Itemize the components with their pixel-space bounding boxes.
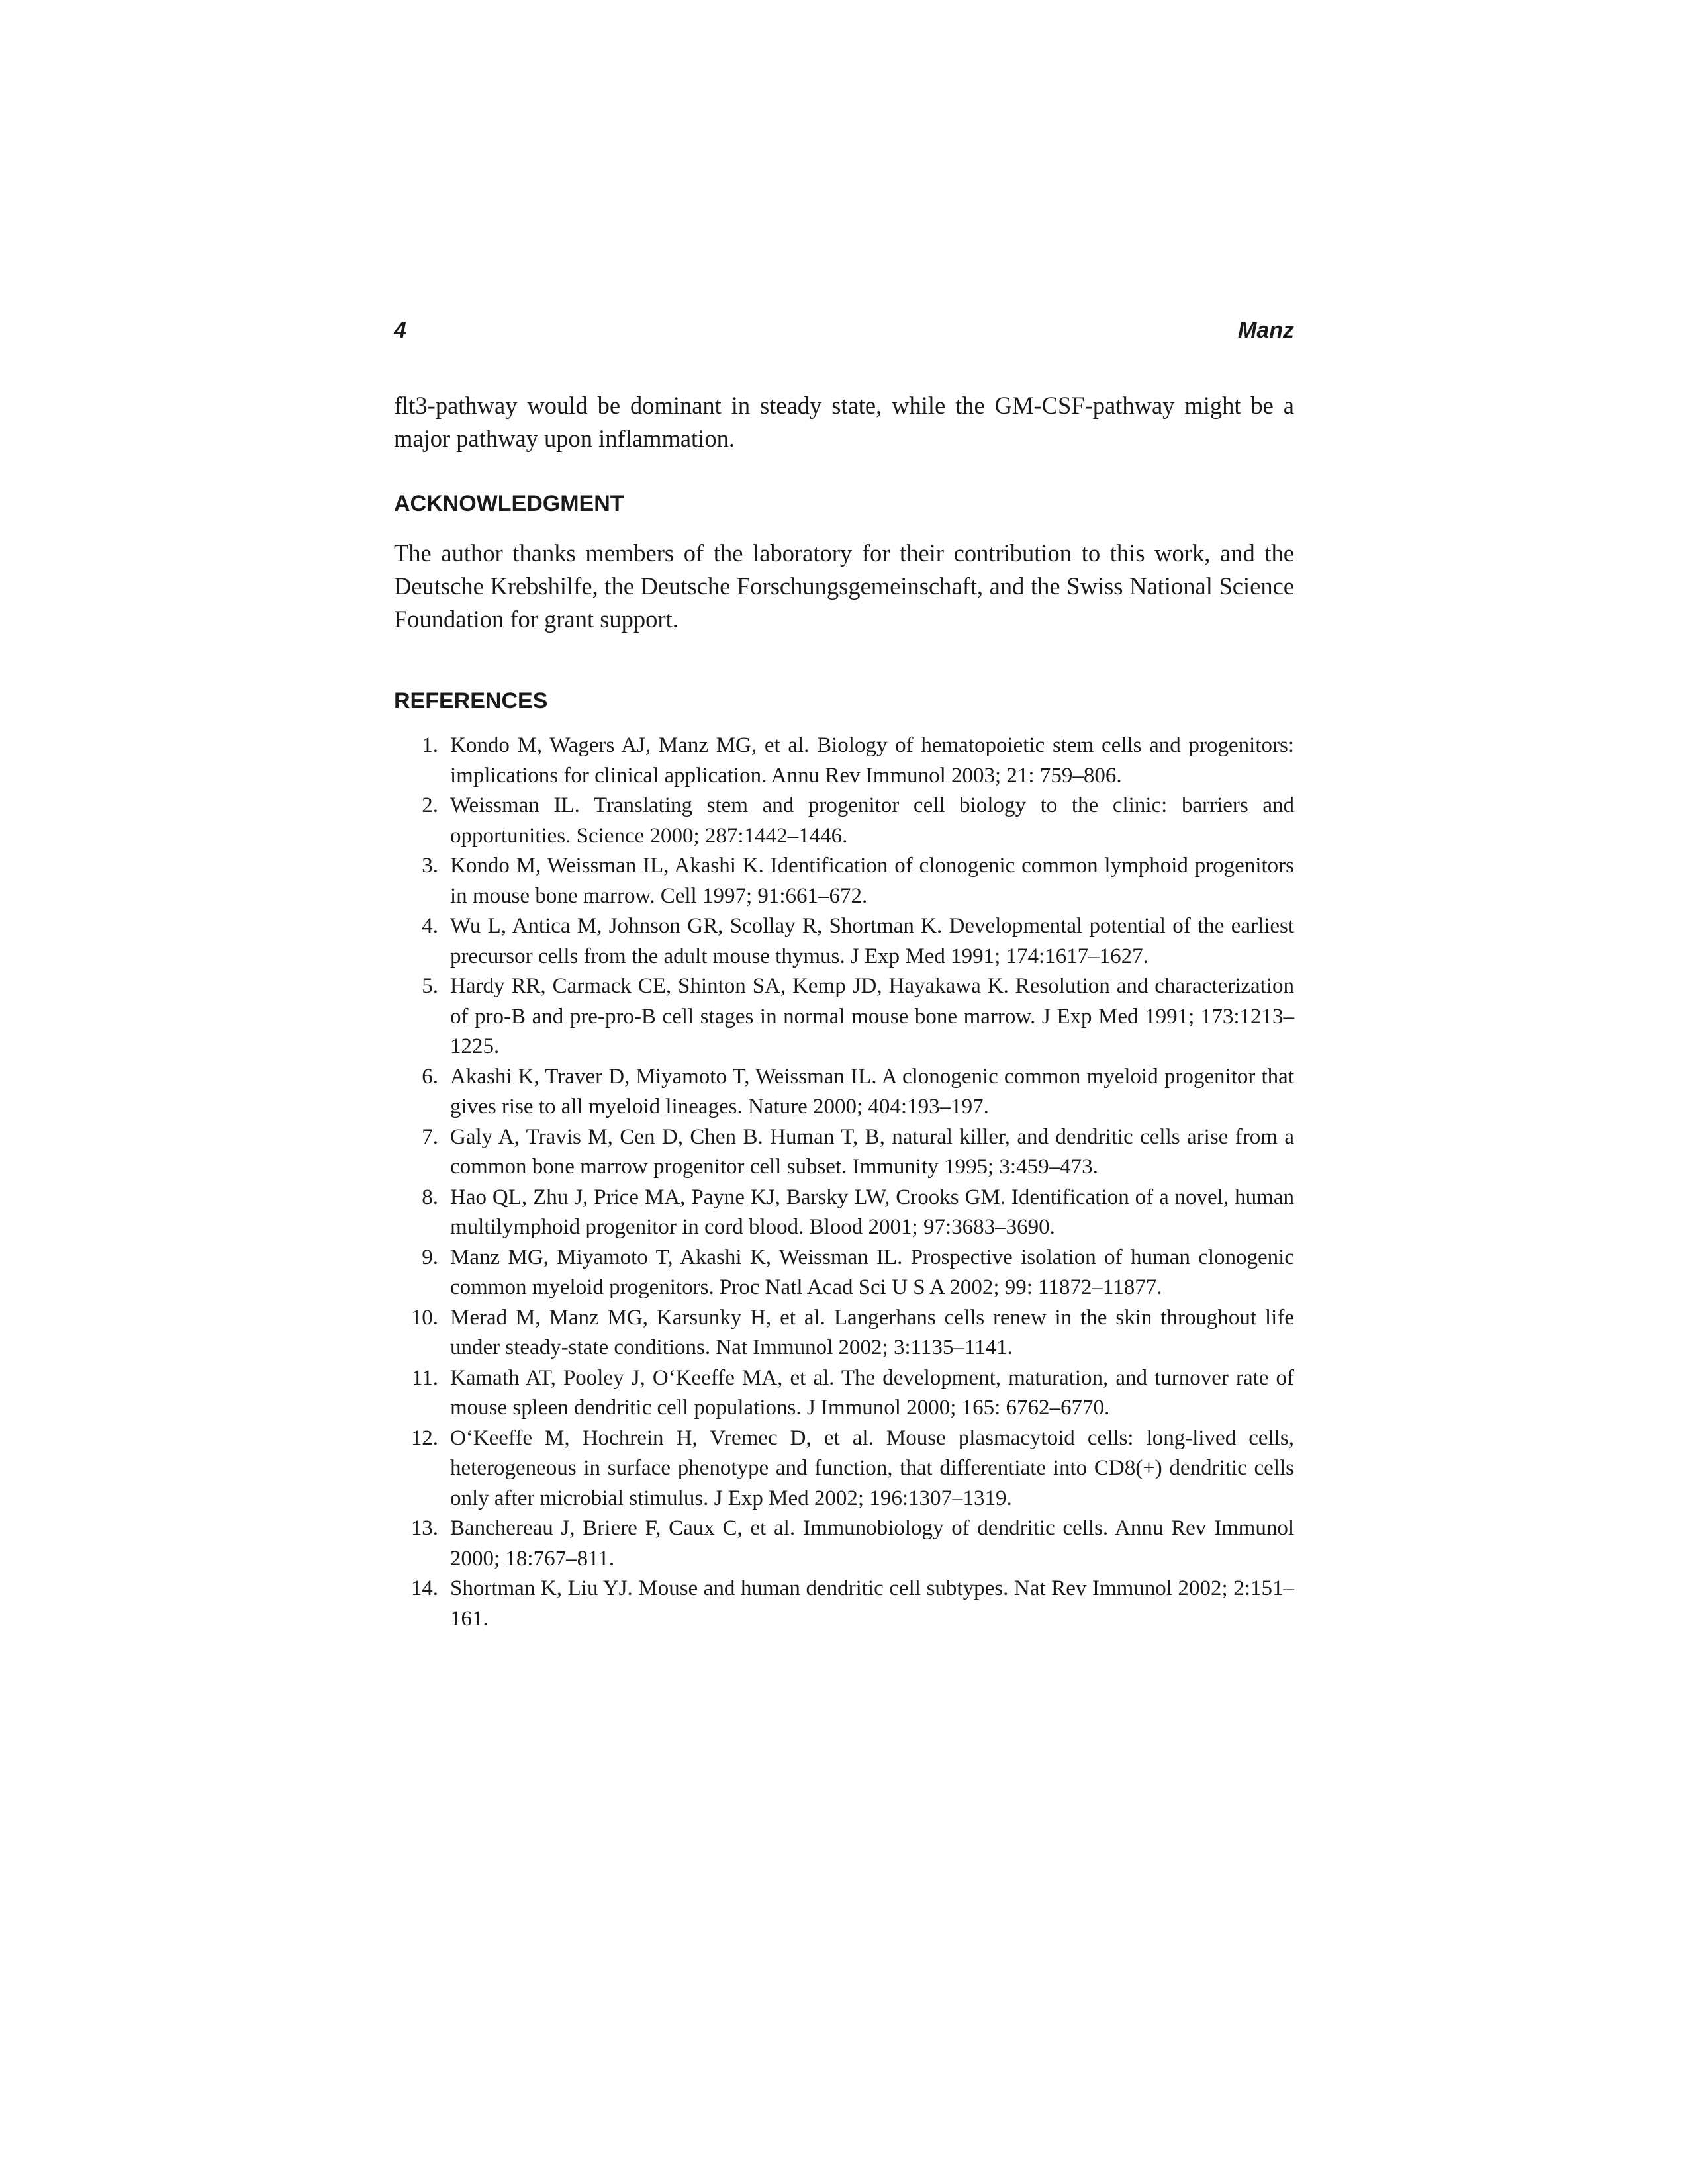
reference-text: Hao QL, Zhu J, Price MA, Payne KJ, Barsky LW, Crooks GM. Identification of a novel, human multilymphoid progenitor in cord blood. Blood 2001; 97:3683–3690.: [450, 1185, 1294, 1239]
reference-number: 13.: [410, 1516, 438, 1540]
reference-text: O‘Keeffe M, Hochrein H, Vremec D, et al. Mouse plasmacytoid cells: long-lived cells, heterogeneous in surface phenotype and function, that differentiate into CD8(+) dendritic cells only after microbial stimulus. J Exp Med 2002; 196:1307–1319.: [450, 1426, 1294, 1510]
reference-number: 7.: [422, 1124, 438, 1149]
reference-text: Manz MG, Miyamoto T, Akashi K, Weissman IL. Prospective isolation of human clonogenic common myeloid progenitors. Proc Natl Acad Sci U S A 2002; 99: 11872–11877.: [450, 1245, 1294, 1299]
reference-item: [394, 1303, 1294, 1363]
reference-text: Kamath AT, Pooley J, O‘Keeffe MA, et al. The development, maturation, and turnover rate of mouse spleen dendritic cell populations. J Immunol 2000; 165: 6762–6770.: [450, 1365, 1294, 1420]
reference-item: [394, 972, 1294, 1062]
running-head-author: Manz: [1238, 318, 1294, 343]
reference-text: Akashi K, Traver D, Miyamoto T, Weissman IL. A clonogenic common myeloid progenitor that gives rise to all myeloid lineages. Nature 2000; 404:193–197.: [450, 1064, 1294, 1118]
reference-item: [394, 911, 1294, 972]
reference-number: 8.: [422, 1185, 438, 1209]
intro-paragraph: flt3-pathway would be dominant in steady state, while the GM-CSF-pathway might be a major pathway upon inflammation.: [394, 392, 1294, 452]
acknowledgment-text: The author thanks members of the laboratory for their contribution to this work, and the Deutsche Krebshilfe, the Deutsche Forschungsgemeinschaft, and the Swiss National Science Foundation for grant support.: [394, 539, 1294, 633]
reference-item: [394, 1122, 1294, 1183]
reference-number: 6.: [422, 1064, 438, 1089]
reference-text: Merad M, Manz MG, Karsunky H, et al. Langerhans cells renew in the skin throughout life under steady-state conditions. Nat Immunol 2002; 3:1135–1141.: [450, 1305, 1294, 1359]
reference-item: [394, 1062, 1294, 1122]
reference-number: 1.: [422, 733, 438, 757]
reference-item: [394, 731, 1294, 791]
reference-text: Galy A, Travis M, Cen D, Chen B. Human T, B, natural killer, and dendritic cells arise from a common bone marrow progenitor cell subset. Immunity 1995; 3:459–473.: [450, 1124, 1294, 1179]
reference-item: [394, 851, 1294, 911]
reference-text: Weissman IL. Translating stem and progenitor cell biology to the clinic: barriers and opportunities. Science 2000; 287:1442–1446.: [450, 794, 1294, 848]
reference-item: [394, 1363, 1294, 1424]
reference-text: Wu L, Antica M, Johnson GR, Scollay R, Shortman K. Developmental potential of the earliest precursor cells from the adult mouse thymus. J Exp Med 1991; 174:1617–1627.: [450, 914, 1294, 968]
references-heading: REFERENCES: [394, 688, 548, 713]
reference-number: 2.: [422, 794, 438, 817]
reference-text: Kondo M, Wagers AJ, Manz MG, et al. Biology of hematopoietic stem cells and progenitors: implications for clinical application. Annu Rev Immunol 2003; 21: 759–806.: [450, 733, 1294, 788]
reference-item: [394, 1514, 1294, 1574]
reference-number: 11.: [411, 1365, 438, 1390]
reference-item: [394, 1424, 1294, 1514]
reference-number: 14.: [410, 1576, 438, 1600]
reference-number: 5.: [422, 974, 438, 998]
page: [394, 318, 1294, 1634]
acknowledgment-heading: ACKNOWLEDGMENT: [394, 491, 624, 516]
reference-text: Banchereau J, Briere F, Caux C, et al. Immunobiology of dendritic cells. Annu Rev Immunol 2000; 18:767–811.: [450, 1516, 1294, 1570]
reference-number: 9.: [422, 1245, 438, 1269]
reference-number: 12.: [410, 1426, 438, 1450]
reference-item: [394, 1183, 1294, 1243]
reference-text: Kondo M, Weissman IL, Akashi K. Identification of clonogenic common lymphoid progenitors in mouse bone marrow. Cell 1997; 91:661–672.: [450, 854, 1294, 908]
reference-text: Hardy RR, Carmack CE, Shinton SA, Kemp JD, Hayakawa K. Resolution and characterization of pro-B and pre-pro-B cell stages in normal mouse bone marrow. J Exp Med 1991; 173:1213–1225.: [450, 974, 1294, 1058]
reference-item: [394, 1243, 1294, 1303]
running-head: [394, 318, 1294, 351]
reference-number: 3.: [422, 854, 438, 878]
reference-text: Shortman K, Liu YJ. Mouse and human dendritic cell subtypes. Nat Rev Immunol 2002; 2:151–161.: [450, 1576, 1294, 1631]
reference-number: 4.: [422, 914, 438, 938]
page-number: 4: [394, 318, 406, 343]
reference-item: [394, 791, 1294, 851]
reference-item: [394, 1574, 1294, 1634]
reference-list: [394, 731, 1294, 1634]
reference-number: 10.: [410, 1305, 438, 1330]
